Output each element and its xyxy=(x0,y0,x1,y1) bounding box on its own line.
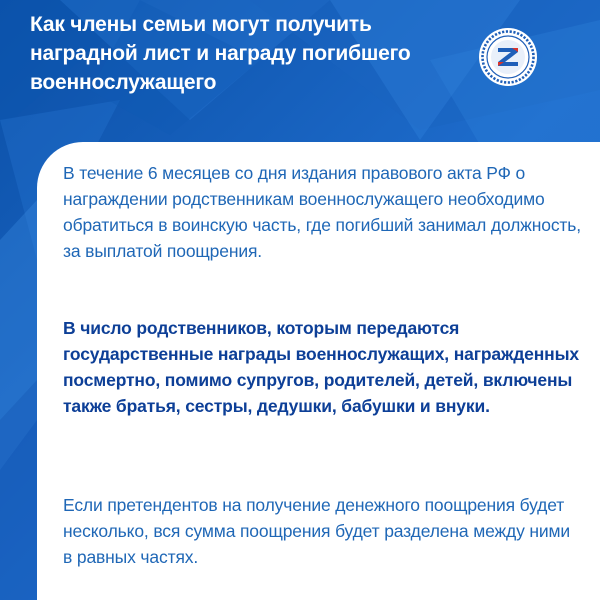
paragraph-deadline: В течение 6 месяцев со дня издания правового акта РФ о награждении родственникам военнослужащего необходимо обратиться в воинскую часть, где погибший занимал должность, за выплатой поощрения. xyxy=(63,163,581,261)
paragraph-distribution: Если претендентов на получение денежного поощрения будет несколько, вся сумма поощрения будет разделена между ними в равных частях. xyxy=(63,495,571,567)
emblem-letter: Z xyxy=(507,61,509,62)
page-title: Как члены семьи могут получить наградной лист и награду погибшего военнослужащего xyxy=(30,13,411,94)
z-emblem-icon xyxy=(478,27,538,87)
paragraph-relatives: В число родственников, которым передаются государственные награды военнослужащих, награжденных посмертно, помимо супругов, родителей, детей, включены также братья, сестры, дедушки, бабушки и внуки. xyxy=(63,318,579,416)
